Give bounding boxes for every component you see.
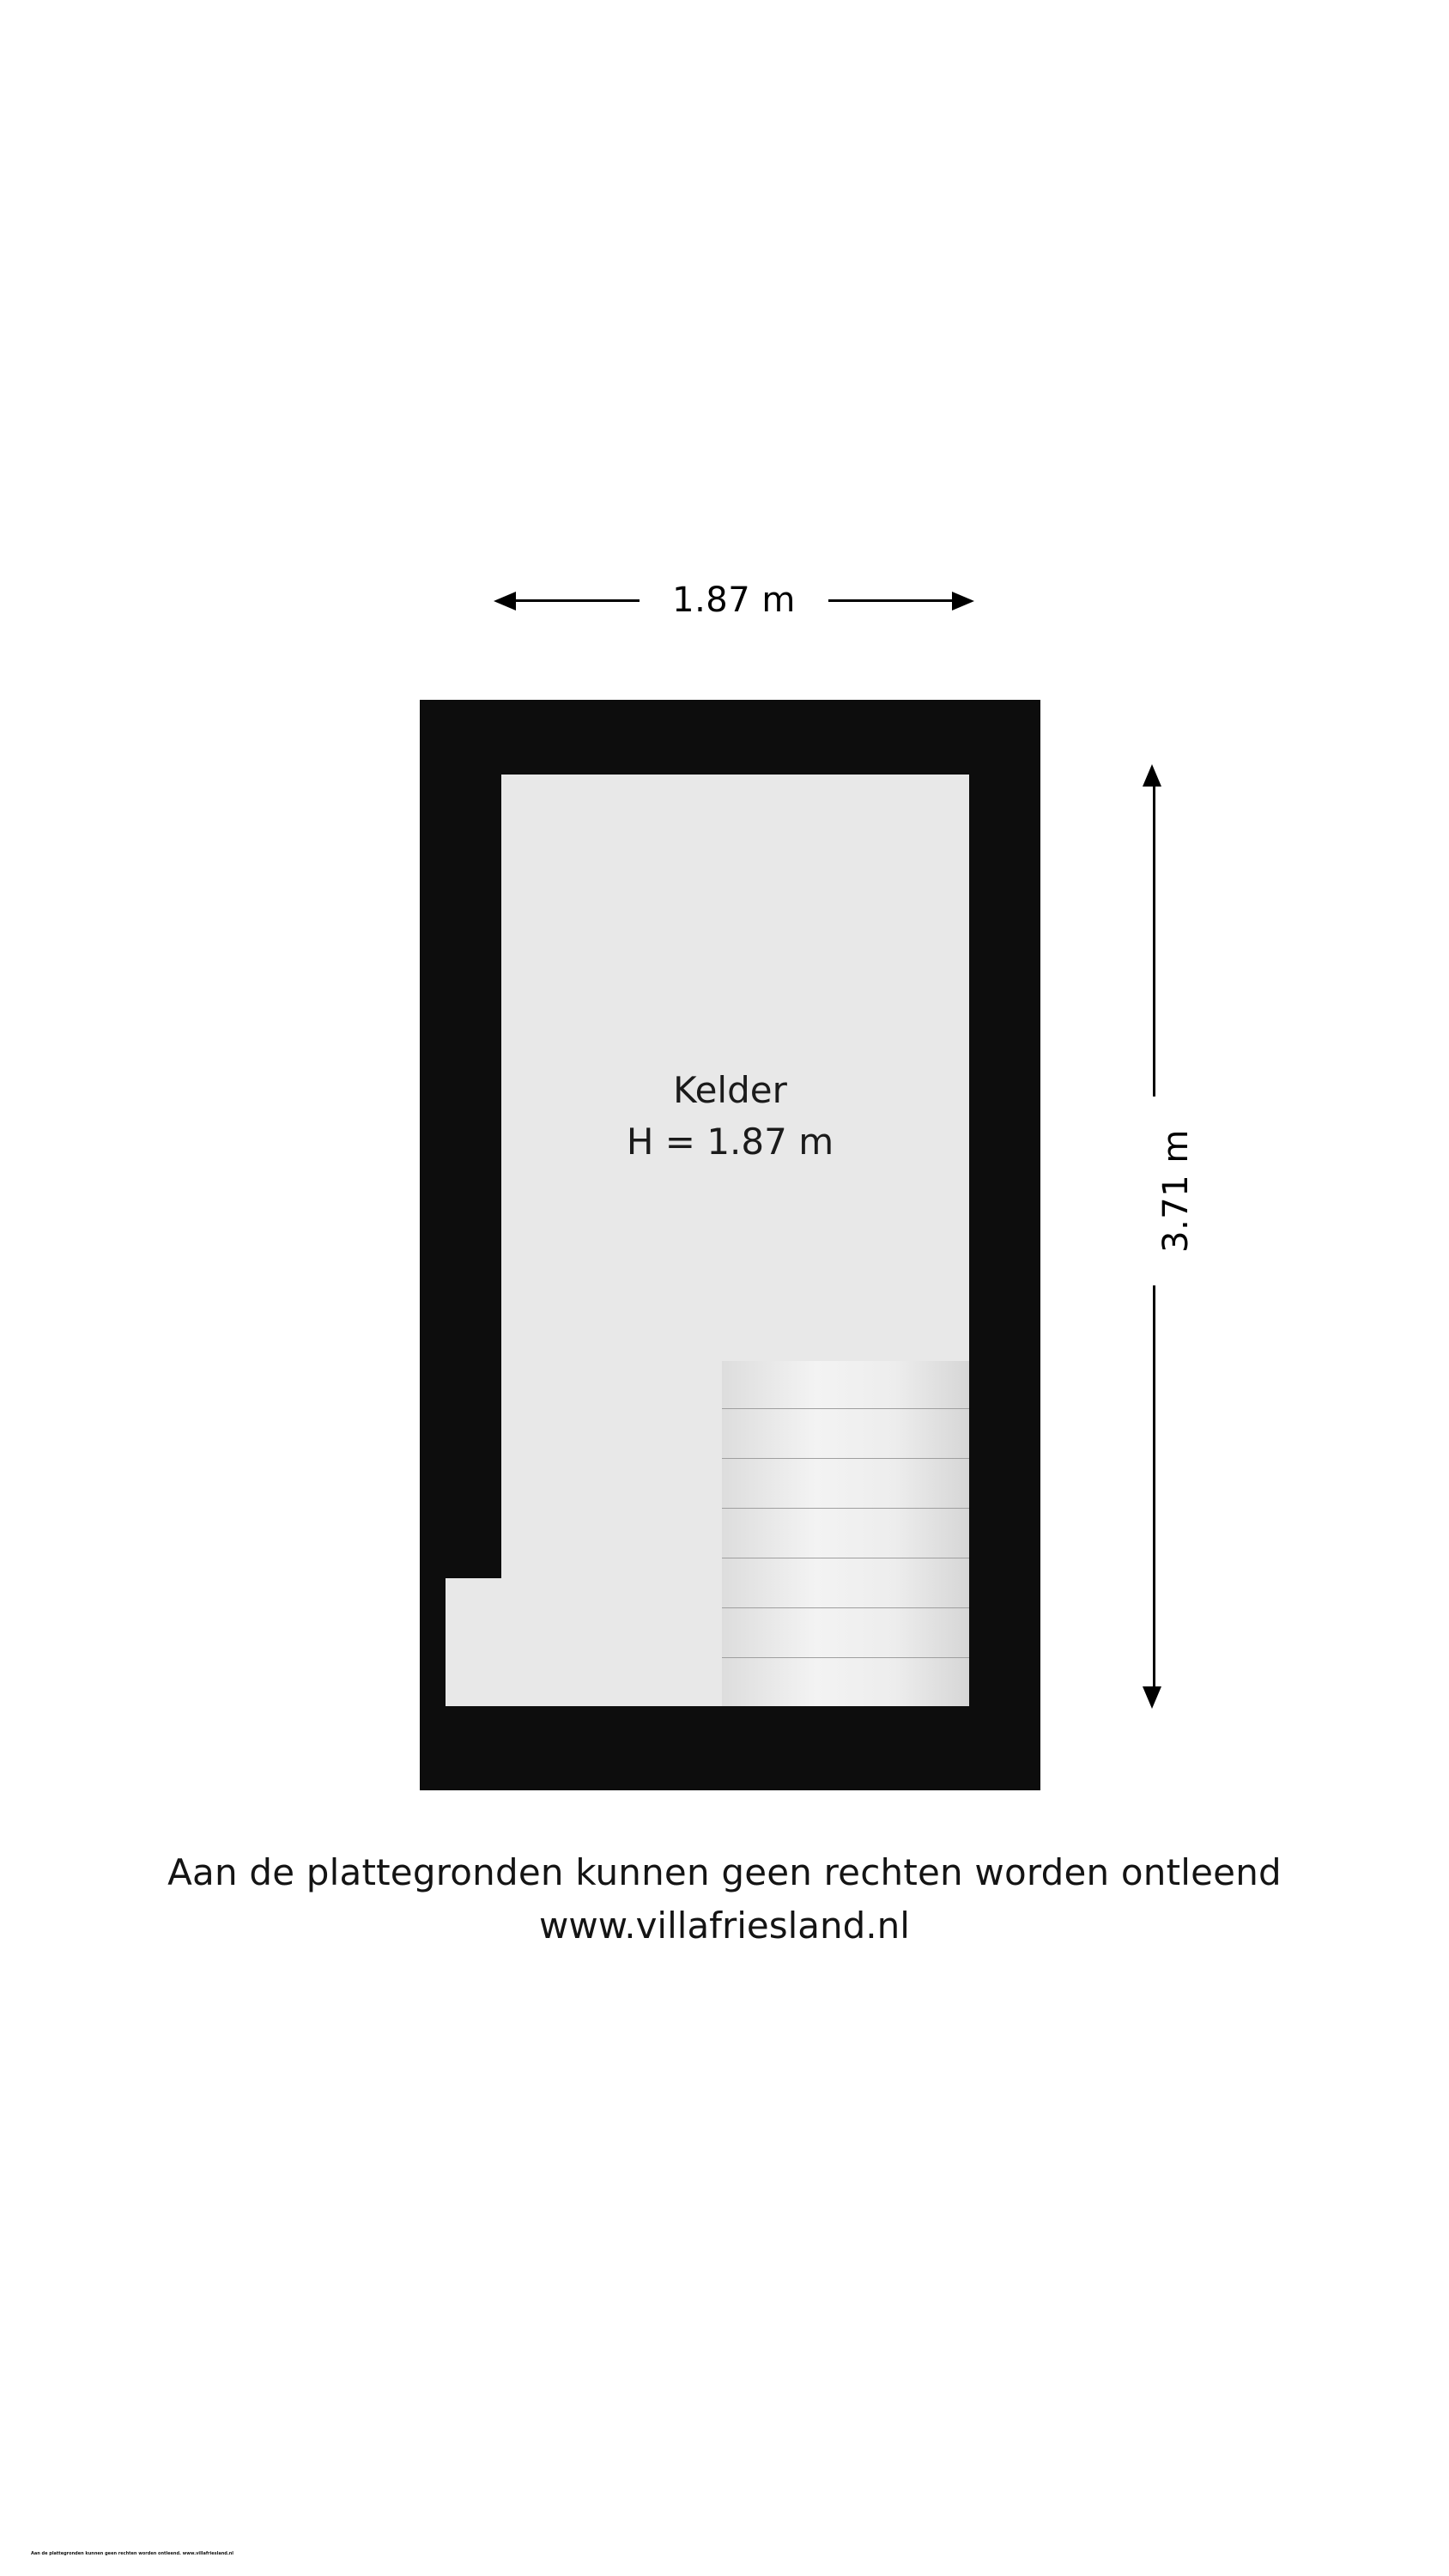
arrow-right-icon [952,592,974,611]
dimension-height [1116,764,1219,1709]
micro-legal-note [31,2551,306,2557]
room-floor-notch [446,1578,506,1706]
footer-website[interactable]: www.villafriesland.nl [539,1905,910,1947]
micro-legal-line: Aan de plattegronden kunnen geen rechten worden ontleend. www.villafriesland.nl [31,2551,234,2556]
room-name: Kelder [673,1069,787,1111]
stair-step [722,1508,969,1509]
room-label [420,1065,1040,1168]
dimension-width-label: 1.87 m [640,577,828,623]
footer [0,1846,1449,1953]
dimension-width [494,574,974,625]
dimension-height-label: 3.71 m [1153,1097,1199,1285]
arrow-left-icon [494,592,516,611]
arrow-up-icon [1143,764,1161,787]
building-outline [420,700,1040,1790]
arrow-down-icon [1143,1686,1161,1709]
footer-disclaimer: Aan de plattegronden kunnen geen rechten worden ontleend [167,1851,1282,1893]
staircase [722,1361,969,1706]
stair-step [722,1408,969,1409]
room-height: H = 1.87 m [626,1121,834,1163]
stair-step [722,1657,969,1658]
stair-step [722,1458,969,1459]
stair-step [722,1607,969,1608]
